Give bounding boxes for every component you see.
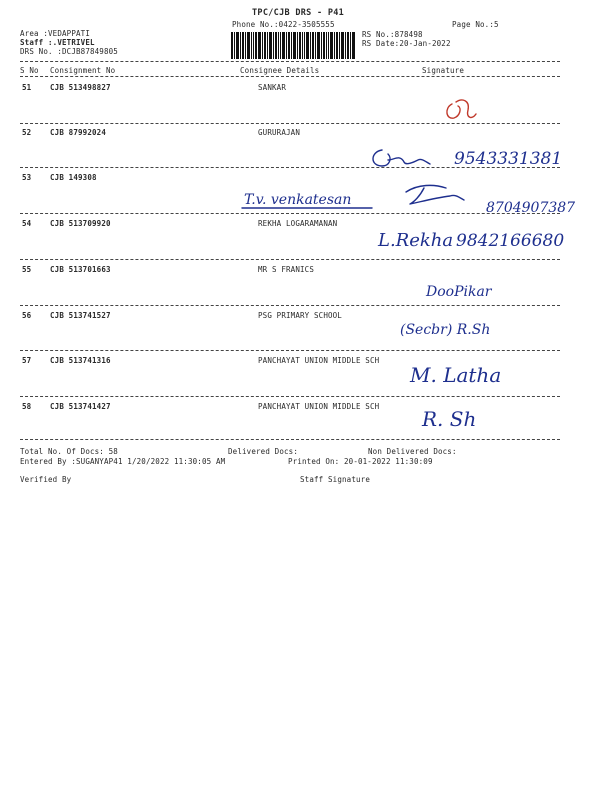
row-divider: [20, 350, 560, 351]
signature-row-52: [368, 142, 568, 172]
row-sno: 55: [22, 265, 32, 274]
signature-row-53-phone: [394, 176, 584, 216]
entered-by: Entered By :SUGANYAP41 1/20/2022 11:30:05 AM: [20, 457, 226, 466]
phone-number: Phone No.:0422-3505555: [232, 20, 335, 29]
row-consignee: REKHA LOGARAMANAN: [258, 219, 338, 228]
non-delivered-docs: Non Delivered Docs:: [368, 447, 457, 456]
row-consignment: CJB 513741427: [50, 402, 111, 411]
signature-row-58: [418, 400, 538, 434]
rs-number: RS No.:878498: [362, 30, 423, 39]
staff-signature: Staff Signature: [300, 475, 370, 484]
signature-row-54: [374, 222, 574, 258]
column-signature: Signature: [422, 66, 464, 75]
row-sno: 58: [22, 402, 32, 411]
row-sno: 52: [22, 128, 32, 137]
row-consignment: CJB 513498827: [50, 83, 111, 92]
row-sno: 51: [22, 83, 32, 92]
column-consignee: Consignee Details: [240, 66, 320, 75]
header-divider-bottom: [20, 76, 560, 77]
row-consignee: PSG PRIMARY SCHOOL: [258, 311, 342, 320]
row-sno: 54: [22, 219, 32, 228]
row-divider: [20, 259, 560, 260]
area-label: Area :VEDAPPATI: [20, 29, 90, 38]
column-consignment: Consignment No: [50, 66, 116, 75]
row-sno: 53: [22, 173, 32, 182]
handwritten-name: R. Sh: [422, 407, 477, 431]
drs-number: DRS No. :DCJB87849805: [20, 47, 118, 56]
handwritten-name: L.Rekha: [378, 230, 454, 251]
signature-row-57: [406, 358, 546, 390]
row-sno: 56: [22, 311, 32, 320]
handwritten-phone: 9842166680: [456, 231, 565, 251]
handwritten-name: T.v. venkatesan: [244, 192, 352, 208]
signature-row-53-name: [238, 180, 378, 212]
row-consignee: PANCHAYAT UNION MIDDLE SCH: [258, 356, 380, 365]
row-consignment: CJB 513741316: [50, 356, 111, 365]
signature-row-55: [422, 276, 542, 304]
verified-by: Verified By: [20, 475, 72, 484]
staff-label: Staff :.VETRIVEL: [20, 38, 95, 47]
total-docs: Total No. Of Docs: 58: [20, 447, 118, 456]
signature-row-56: [396, 312, 546, 344]
handwritten-phone: 9543331381: [454, 149, 563, 169]
handwritten-name: M. Latha: [410, 363, 502, 387]
signature-row-51: [440, 96, 480, 126]
header-divider-top: [20, 61, 560, 62]
row-consignee: MR S FRANICS: [258, 265, 314, 274]
barcode-image: [231, 32, 355, 59]
handwritten-phone: 8704907387: [486, 200, 576, 216]
page-number: Page No.:5: [452, 20, 499, 29]
row-consignment: CJB 513741527: [50, 311, 111, 320]
row-sno: 57: [22, 356, 32, 365]
row-consignment: CJB 513701663: [50, 265, 111, 274]
row-consignment: CJB 149308: [50, 173, 97, 182]
row-divider: [20, 305, 560, 306]
delivered-docs: Delivered Docs:: [228, 447, 298, 456]
handwritten-name: DooPikar: [426, 284, 492, 300]
document-title: TPC/CJB DRS - P41: [252, 8, 345, 18]
row-consignee: GURURAJAN: [258, 128, 300, 137]
row-consignee: SANKAR: [258, 83, 286, 92]
column-sno: S No: [20, 66, 39, 75]
rs-date: RS Date:20-Jan-2022: [362, 39, 451, 48]
handwritten-name: (Secbr) R.Sh: [400, 322, 491, 338]
row-divider: [20, 396, 560, 397]
row-divider: [20, 439, 560, 440]
printed-on: Printed On: 20-01-2022 11:30:09: [288, 457, 433, 466]
row-consignee: PANCHAYAT UNION MIDDLE SCH: [258, 402, 380, 411]
row-consignment: CJB 513709920: [50, 219, 111, 228]
row-consignment: CJB 87992024: [50, 128, 106, 137]
